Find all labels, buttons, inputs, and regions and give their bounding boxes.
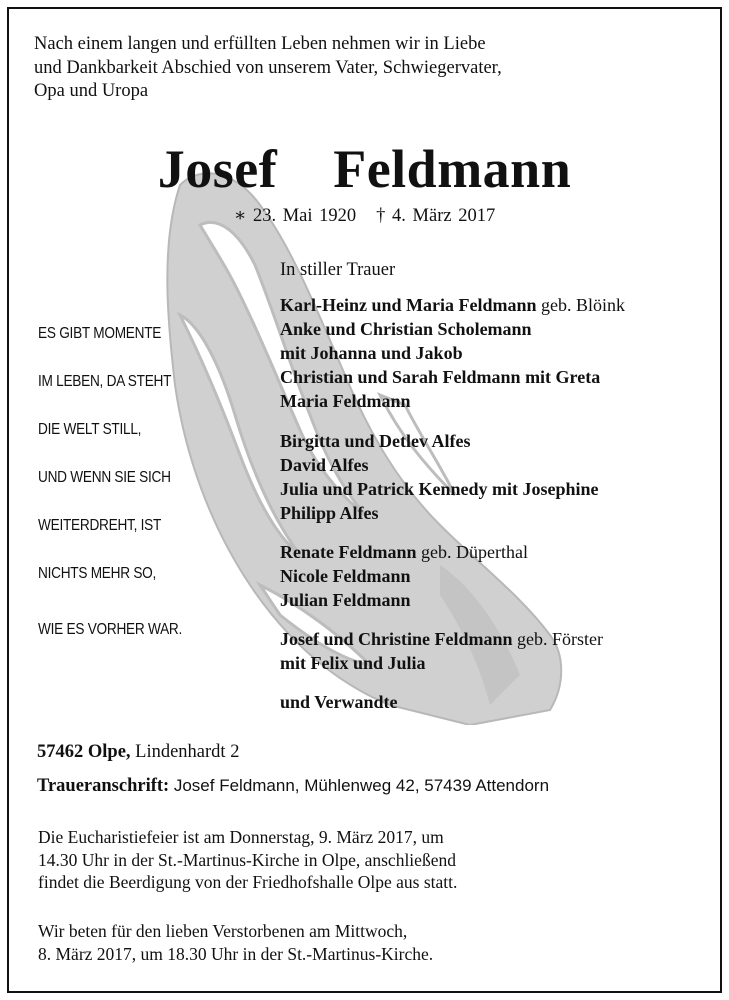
mourner-line: David Alfes <box>280 455 369 475</box>
mourners-group-4 <box>280 627 603 675</box>
mourning-address <box>37 776 549 797</box>
mourner-line: Julia und Patrick Kennedy mit Josephine <box>280 479 599 499</box>
mourner-line: Christian und Sarah Feldmann mit Greta <box>280 367 601 387</box>
verse-line: WIE ES VORHER WAR. <box>38 621 183 638</box>
maiden-name: geb. Förster <box>517 629 604 649</box>
notice-line: Wir beten für den lieben Verstorbenen am Mittwoch, <box>38 921 408 941</box>
mourning-address-value: Josef Feldmann, Mühlenweg 42, 57439 Attendorn <box>173 776 550 795</box>
mourners-group-1 <box>280 293 625 413</box>
maiden-name: geb. Blöink <box>541 295 625 315</box>
mourner-line <box>280 293 625 317</box>
deceased-name: Josef Feldmann <box>157 139 572 199</box>
mourner-names: Renate Feldmann <box>280 542 417 562</box>
relatives-line: und Verwandte <box>280 692 398 712</box>
intro-line: Nach einem langen und erfüllten Leben nehmen wir in Liebe <box>34 34 486 54</box>
mourner-line: mit Felix und Julia <box>280 653 426 673</box>
mourning-header: In stiller Trauer <box>280 260 396 280</box>
mourner-line: Birgitta und Detlev Alfes <box>280 431 471 451</box>
mourner-names: Josef und Christine Feldmann <box>280 629 513 649</box>
family-address <box>37 742 239 763</box>
mourner-line <box>280 540 528 564</box>
mourners-group-3 <box>280 540 528 612</box>
mourner-line: Nicole Feldmann <box>280 566 411 586</box>
mourner-line: Julian Feldmann <box>280 590 411 610</box>
mourner-line: mit Johanna und Jakob <box>280 343 463 363</box>
mourning-address-label: Traueranschrift: <box>37 776 170 796</box>
address-street: Lindenhardt 2 <box>135 742 240 762</box>
address-city: 57462 Olpe, <box>37 742 131 762</box>
verse-line: IM LEBEN, DA STEHT <box>38 373 172 390</box>
notice-line: 14.30 Uhr in der St.-Martinus-Kirche in Olpe, anschließend <box>38 849 456 870</box>
mourners-group-2 <box>280 429 599 525</box>
mourner-line: Maria Feldmann <box>280 391 411 411</box>
verse-line: WEITERDREHT, IST <box>38 517 162 534</box>
verse-line: DIE WELT STILL, <box>38 421 142 438</box>
verse-line: UND WENN SIE SICH <box>38 469 171 486</box>
life-dates <box>0 205 729 227</box>
intro-line: und Dankbarkeit Abschied von unserem Vater, Schwiegervater, <box>34 57 502 78</box>
notice-line: findet die Beerdigung von der Friedhofshalle Olpe aus statt. <box>38 872 458 892</box>
verse-line: NICHTS MEHR SO, <box>38 565 157 582</box>
mourner-line <box>280 627 603 651</box>
death-date: † 4. März 2017 <box>376 206 496 226</box>
maiden-name: geb. Düperthal <box>421 542 528 562</box>
intro-text <box>34 33 502 104</box>
mourner-line: Anke und Christian Scholemann <box>280 319 532 339</box>
prayer-notice <box>38 920 433 965</box>
service-notice <box>38 826 457 894</box>
notice-line: 8. März 2017, um 18.30 Uhr in der St.-Martinus-Kirche. <box>38 943 434 964</box>
birth-date: ∗ 23. Mai 1920 <box>233 206 357 226</box>
mourner-line: Philipp Alfes <box>280 503 379 523</box>
intro-line: Opa und Uropa <box>34 81 149 101</box>
mourner-names: Karl-Heinz und Maria Feldmann <box>280 295 537 315</box>
verse-line: ES GIBT MOMENTE <box>38 325 162 342</box>
notice-line: Die Eucharistiefeier ist am Donnerstag, 9. März 2017, um <box>38 827 444 847</box>
